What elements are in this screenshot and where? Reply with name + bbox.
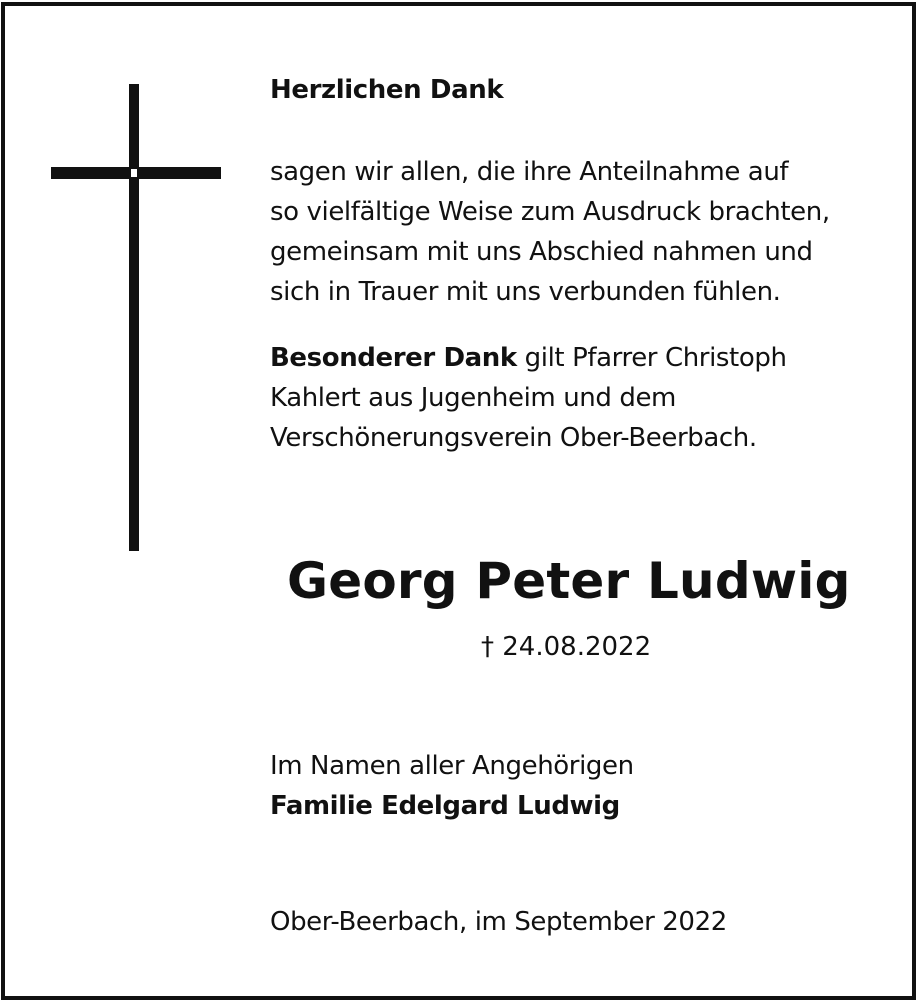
- heading: Herzlichen Dank: [270, 75, 504, 105]
- thanks-paragraph: [270, 152, 830, 312]
- thanks-line: sich in Trauer mit uns verbunden fühlen.: [270, 277, 781, 307]
- cross-vertical-beam: [129, 84, 139, 551]
- special-thanks-line-2: Kahlert aus Jugenheim und dem: [270, 383, 676, 413]
- signature-block: [270, 746, 634, 826]
- special-thanks-line-1-rest: gilt Pfarrer Christoph: [516, 343, 787, 373]
- special-thanks-paragraph: [270, 338, 787, 458]
- special-thanks-line-3: Verschönerungsverein Ober-Beerbach.: [270, 423, 757, 453]
- special-thanks-line-1: [270, 338, 787, 378]
- signature-family: Familie Edelgard Ludwig: [270, 791, 620, 821]
- thanks-line: sagen wir allen, die ihre Anteilnahme auf: [270, 157, 789, 187]
- thanks-line: so vielfältige Weise zum Ausdruck brachten,: [270, 197, 830, 227]
- death-date: † 24.08.2022: [481, 632, 652, 662]
- place-and-date: Ober-Beerbach, im September 2022: [270, 907, 727, 937]
- thanks-line: gemeinsam mit uns Abschied nahmen und: [270, 237, 813, 267]
- signature-line-1: Im Namen aller Angehörigen: [270, 751, 634, 781]
- special-thanks-lead: Besonderer Dank: [270, 343, 517, 373]
- cross-center-highlight: [131, 169, 137, 177]
- deceased-name: Georg Peter Ludwig: [287, 552, 851, 610]
